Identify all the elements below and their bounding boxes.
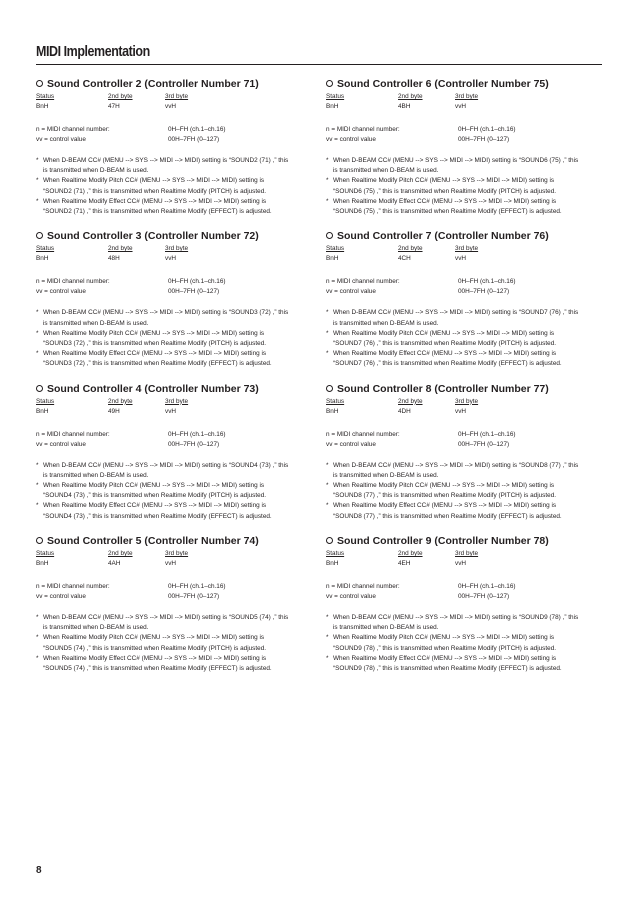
- circle-bullet-icon: [36, 385, 43, 392]
- n-value: 0H–FH (ch.1–ch.16): [458, 582, 516, 590]
- param-row-vv: [326, 592, 594, 602]
- note-line-1: When Realtime Modify Pitch CC# (MENU --> SYS --> MIDI --> MIDI) setting is: [333, 177, 555, 185]
- byte3-value: vvH: [455, 103, 467, 110]
- circle-bullet-icon: [326, 232, 333, 239]
- page-number: 8: [36, 865, 42, 876]
- param-row-n: [326, 430, 594, 440]
- note-item: [326, 633, 594, 653]
- header-status: Status: [36, 549, 55, 557]
- header-2nd-byte: 2nd byte: [398, 245, 423, 253]
- param-row-n: [36, 277, 304, 287]
- table-header-row: [36, 244, 304, 254]
- header-2nd-byte: 2nd byte: [398, 549, 423, 557]
- status-value: BnH: [326, 103, 339, 110]
- asterisk-icon: *: [326, 482, 329, 489]
- byte3-value: vvH: [165, 407, 177, 415]
- byte2-value: 4BH: [398, 103, 411, 110]
- vv-value: 00H–7FH (0–127): [168, 288, 220, 296]
- note-line-1: When Realtime Modify Pitch CC# (MENU --> SYS --> MIDI --> MIDI) setting is: [43, 329, 265, 337]
- table-row: [326, 102, 594, 112]
- header-2nd-byte: 2nd byte: [108, 549, 133, 557]
- section-heading: [326, 77, 594, 92]
- status-value: BnH: [36, 559, 49, 567]
- notes-list: [326, 156, 594, 217]
- table-header-row: [36, 92, 304, 102]
- section-heading: [326, 229, 594, 244]
- note-line-1: When Realtime Modify Effect CC# (MENU --> SYS --> MIDI --> MIDI) setting is: [43, 654, 267, 662]
- section-sound-controller-6: [326, 77, 594, 229]
- note-item: [36, 633, 304, 653]
- note-item: [36, 308, 304, 328]
- header-status: Status: [326, 245, 345, 253]
- header-status: Status: [36, 397, 55, 405]
- asterisk-icon: *: [326, 329, 329, 337]
- byte2-value: 48H: [108, 255, 120, 263]
- asterisk-icon: *: [36, 157, 39, 164]
- param-row-n: [36, 430, 304, 440]
- byte2-value: 4AH: [108, 559, 121, 567]
- param-row-n: [36, 582, 304, 592]
- note-line-2: “SOUND6 (75) ,” this is transmitted when Realtime Modify (EFFECT) is adjusted.: [333, 208, 562, 216]
- note-line-2: is transmitted when D-BEAM is used.: [333, 167, 439, 175]
- table-header-row: [326, 92, 594, 102]
- notes-list: [36, 461, 304, 522]
- note-line-2: “SOUND3 (72) ,” this is transmitted when Realtime Modify (PITCH) is adjusted.: [43, 339, 267, 347]
- header-status: Status: [326, 549, 345, 557]
- note-line-1: When D-BEAM CC# (MENU --> SYS --> MIDI --> MIDI) setting is “SOUND4 (73) ,” this: [43, 461, 289, 469]
- param-row-vv: [36, 592, 304, 602]
- note-item: [36, 461, 304, 481]
- header-3rd-byte: 3rd byte: [455, 549, 479, 557]
- table-header-row: [326, 244, 594, 254]
- byte3-value: vvH: [455, 407, 467, 415]
- title-rule: [36, 64, 602, 65]
- note-line-2: is transmitted when D-BEAM is used.: [43, 167, 149, 175]
- asterisk-icon: *: [36, 350, 39, 358]
- note-line-2: “SOUND4 (73) ,” this is transmitted when Realtime Modify (PITCH) is adjusted.: [43, 492, 267, 500]
- section-title: Sound Controller 5 (Controller Number 74): [47, 534, 259, 547]
- note-line-1: When D-BEAM CC# (MENU --> SYS --> MIDI --> MIDI) setting is “SOUND6 (75) ,” this: [333, 157, 579, 164]
- table-row: [36, 559, 304, 569]
- notes-list: [36, 156, 304, 217]
- circle-bullet-icon: [326, 385, 333, 392]
- asterisk-icon: *: [36, 461, 39, 469]
- note-line-1: When D-BEAM CC# (MENU --> SYS --> MIDI --> MIDI) setting is “SOUND3 (72) ,” this: [43, 309, 289, 317]
- n-value: 0H–FH (ch.1–ch.16): [168, 126, 226, 133]
- header-3rd-byte: 3rd byte: [165, 93, 189, 100]
- param-row-vv: [36, 135, 304, 145]
- note-line-1: When Realtime Modify Pitch CC# (MENU --> SYS --> MIDI --> MIDI) setting is: [333, 634, 555, 642]
- section-sound-controller-4: [36, 382, 304, 534]
- note-item: [326, 156, 594, 176]
- asterisk-icon: *: [36, 613, 39, 621]
- asterisk-icon: *: [326, 613, 329, 621]
- section-title: Sound Controller 6 (Controller Number 75): [337, 78, 549, 90]
- asterisk-icon: *: [326, 177, 329, 185]
- section-sound-controller-2: [36, 77, 304, 229]
- vv-value: 00H–7FH (0–127): [458, 440, 510, 448]
- note-line-2: is transmitted when D-BEAM is used.: [333, 471, 439, 479]
- note-line-2: “SOUND6 (75) ,” this is transmitted when Realtime Modify (PITCH) is adjusted.: [333, 187, 557, 195]
- table-row: [326, 254, 594, 264]
- note-line-1: When Realtime Modify Effect CC# (MENU --> SYS --> MIDI --> MIDI) setting is: [43, 197, 267, 205]
- status-value: BnH: [36, 103, 49, 110]
- note-item: [36, 156, 304, 176]
- table-row: [36, 254, 304, 264]
- header-3rd-byte: 3rd byte: [455, 245, 479, 253]
- n-value: 0H–FH (ch.1–ch.16): [458, 430, 516, 438]
- note-line-2: “SOUND7 (76) ,” this is transmitted when Realtime Modify (EFFECT) is adjusted.: [333, 360, 562, 368]
- note-line-1: When Realtime Modify Pitch CC# (MENU --> SYS --> MIDI --> MIDI) setting is: [43, 177, 265, 185]
- note-line-1: When Realtime Modify Pitch CC# (MENU --> SYS --> MIDI --> MIDI) setting is: [43, 482, 265, 489]
- note-line-1: When D-BEAM CC# (MENU --> SYS --> MIDI --> MIDI) setting is “SOUND8 (77) ,” this: [333, 461, 579, 469]
- table-header-row: [326, 549, 594, 559]
- asterisk-icon: *: [36, 197, 39, 205]
- section-sound-controller-3: [36, 229, 304, 381]
- header-3rd-byte: 3rd byte: [455, 397, 479, 405]
- byte2-value: 4CH: [398, 255, 411, 263]
- note-line-2: “SOUND8 (77) ,” this is transmitted when Realtime Modify (EFFECT) is adjusted.: [333, 512, 562, 520]
- n-label: n = MIDI channel number:: [326, 126, 400, 133]
- asterisk-icon: *: [36, 502, 39, 510]
- note-line-1: When D-BEAM CC# (MENU --> SYS --> MIDI --> MIDI) setting is “SOUND7 (76) ,” this: [333, 309, 579, 317]
- section-heading: [36, 382, 304, 397]
- vv-label: vv = control value: [36, 440, 86, 448]
- page-title: MIDI Implementation: [36, 44, 150, 60]
- n-value: 0H–FH (ch.1–ch.16): [168, 278, 226, 286]
- note-line-2: “SOUND7 (76) ,” this is transmitted when Realtime Modify (PITCH) is adjusted.: [333, 339, 557, 347]
- header-2nd-byte: 2nd byte: [108, 397, 133, 405]
- note-line-1: When Realtime Modify Pitch CC# (MENU --> SYS --> MIDI --> MIDI) setting is: [43, 634, 265, 642]
- param-row-vv: [326, 135, 594, 145]
- asterisk-icon: *: [326, 157, 329, 164]
- note-item: [36, 501, 304, 521]
- asterisk-icon: *: [326, 197, 329, 205]
- vv-label: vv = control value: [326, 440, 376, 448]
- vv-value: 00H–7FH (0–127): [168, 136, 220, 143]
- table-row: [36, 102, 304, 112]
- table-row: [326, 559, 594, 569]
- header-status: Status: [326, 397, 345, 405]
- vv-label: vv = control value: [36, 592, 86, 600]
- note-line-1: When D-BEAM CC# (MENU --> SYS --> MIDI --> MIDI) setting is “SOUND9 (78) ,” this: [333, 613, 579, 621]
- byte3-value: vvH: [165, 255, 177, 263]
- note-line-1: When Realtime Modify Effect CC# (MENU --> SYS --> MIDI --> MIDI) setting is: [333, 197, 557, 205]
- note-line-1: When Realtime Modify Effect CC# (MENU --> SYS --> MIDI --> MIDI) setting is: [43, 350, 267, 358]
- section-title: Sound Controller 4 (Controller Number 73): [47, 382, 259, 395]
- section-heading: [326, 382, 594, 397]
- byte3-value: vvH: [165, 559, 177, 567]
- note-line-1: When D-BEAM CC# (MENU --> SYS --> MIDI --> MIDI) setting is “SOUND2 (71) ,” this: [43, 157, 289, 164]
- n-value: 0H–FH (ch.1–ch.16): [458, 126, 516, 133]
- note-item: [326, 349, 594, 369]
- vv-label: vv = control value: [326, 592, 376, 600]
- header-status: Status: [36, 245, 55, 253]
- param-row-n: [36, 125, 304, 135]
- left-column: [36, 77, 304, 686]
- status-value: BnH: [326, 407, 339, 415]
- right-column: [326, 77, 594, 686]
- note-line-2: is transmitted when D-BEAM is used.: [333, 624, 439, 632]
- note-line-2: “SOUND5 (74) ,” this is transmitted when Realtime Modify (EFFECT) is adjusted.: [43, 664, 272, 672]
- header-2nd-byte: 2nd byte: [108, 93, 133, 100]
- table-row: [36, 407, 304, 417]
- section-sound-controller-7: [326, 229, 594, 381]
- note-line-1: When Realtime Modify Pitch CC# (MENU --> SYS --> MIDI --> MIDI) setting is: [333, 482, 555, 489]
- asterisk-icon: *: [36, 654, 39, 662]
- n-label: n = MIDI channel number:: [326, 278, 400, 286]
- vv-label: vv = control value: [326, 288, 376, 296]
- note-item: [36, 329, 304, 349]
- section-title: Sound Controller 3 (Controller Number 72): [47, 230, 259, 243]
- asterisk-icon: *: [326, 350, 329, 358]
- param-row-n: [326, 582, 594, 592]
- note-line-2: “SOUND9 (78) ,” this is transmitted when Realtime Modify (PITCH) is adjusted.: [333, 644, 557, 652]
- note-line-2: “SOUND8 (77) ,” this is transmitted when Realtime Modify (PITCH) is adjusted.: [333, 492, 557, 500]
- header-status: Status: [36, 93, 55, 100]
- byte3-value: vvH: [165, 103, 177, 110]
- n-value: 0H–FH (ch.1–ch.16): [458, 278, 516, 286]
- asterisk-icon: *: [36, 309, 39, 317]
- note-line-2: is transmitted when D-BEAM is used.: [43, 319, 149, 327]
- note-item: [326, 461, 594, 481]
- section-title: Sound Controller 7 (Controller Number 76): [337, 230, 549, 243]
- asterisk-icon: *: [326, 502, 329, 510]
- asterisk-icon: *: [36, 177, 39, 185]
- table-header-row: [36, 549, 304, 559]
- note-line-2: is transmitted when D-BEAM is used.: [333, 319, 439, 327]
- header-3rd-byte: 3rd byte: [165, 397, 189, 405]
- param-row-vv: [36, 440, 304, 450]
- param-row-vv: [326, 440, 594, 450]
- header-2nd-byte: 2nd byte: [398, 397, 423, 405]
- note-line-2: is transmitted when D-BEAM is used.: [43, 471, 149, 479]
- notes-list: [326, 308, 594, 369]
- circle-bullet-icon: [326, 537, 333, 544]
- byte2-value: 4EH: [398, 559, 411, 567]
- byte2-value: 47H: [108, 103, 120, 110]
- circle-bullet-icon: [326, 80, 333, 87]
- vv-value: 00H–7FH (0–127): [168, 592, 220, 600]
- section-heading: [36, 534, 304, 549]
- asterisk-icon: *: [326, 634, 329, 642]
- note-line-1: When Realtime Modify Effect CC# (MENU --> SYS --> MIDI --> MIDI) setting is: [43, 502, 267, 510]
- vv-label: vv = control value: [36, 136, 86, 143]
- note-line-2: is transmitted when D-BEAM is used.: [43, 624, 149, 632]
- note-item: [36, 176, 304, 196]
- vv-value: 00H–7FH (0–127): [458, 136, 510, 143]
- vv-value: 00H–7FH (0–127): [458, 592, 510, 600]
- status-value: BnH: [36, 255, 49, 263]
- n-value: 0H–FH (ch.1–ch.16): [168, 582, 226, 590]
- param-row-vv: [326, 287, 594, 297]
- vv-label: vv = control value: [326, 136, 376, 143]
- note-item: [36, 481, 304, 501]
- note-line-2: “SOUND5 (74) ,” this is transmitted when Realtime Modify (PITCH) is adjusted.: [43, 644, 267, 652]
- n-label: n = MIDI channel number:: [36, 430, 110, 438]
- note-item: [36, 349, 304, 369]
- asterisk-icon: *: [326, 461, 329, 469]
- section-heading: [36, 229, 304, 244]
- table-row: [326, 407, 594, 417]
- param-row-n: [326, 125, 594, 135]
- header-status: Status: [326, 93, 345, 100]
- n-label: n = MIDI channel number:: [326, 430, 400, 438]
- note-item: [326, 481, 594, 501]
- param-row-vv: [36, 287, 304, 297]
- circle-bullet-icon: [36, 80, 43, 87]
- byte3-value: vvH: [455, 559, 467, 567]
- note-item: [326, 613, 594, 633]
- n-label: n = MIDI channel number:: [36, 126, 110, 133]
- byte2-value: 49H: [108, 407, 120, 415]
- asterisk-icon: *: [36, 634, 39, 642]
- asterisk-icon: *: [36, 482, 39, 489]
- notes-list: [36, 308, 304, 369]
- note-item: [326, 197, 594, 217]
- note-item: [36, 197, 304, 217]
- note-item: [326, 176, 594, 196]
- note-item: [326, 501, 594, 521]
- circle-bullet-icon: [36, 537, 43, 544]
- n-label: n = MIDI channel number:: [36, 278, 110, 286]
- note-item: [326, 329, 594, 349]
- status-value: BnH: [36, 407, 49, 415]
- param-row-n: [326, 277, 594, 287]
- n-value: 0H–FH (ch.1–ch.16): [168, 430, 226, 438]
- section-sound-controller-9: [326, 534, 594, 686]
- asterisk-icon: *: [326, 309, 329, 317]
- byte2-value: 4DH: [398, 407, 411, 415]
- vv-label: vv = control value: [36, 288, 86, 296]
- header-3rd-byte: 3rd byte: [455, 93, 479, 100]
- note-line-2: “SOUND2 (71) ,” this is transmitted when Realtime Modify (EFFECT) is adjusted.: [43, 208, 272, 216]
- header-3rd-byte: 3rd byte: [165, 549, 189, 557]
- note-line-2: “SOUND4 (73) ,” this is transmitted when Realtime Modify (EFFECT) is adjusted.: [43, 512, 272, 520]
- status-value: BnH: [326, 255, 339, 263]
- status-value: BnH: [326, 559, 339, 567]
- table-header-row: [36, 397, 304, 407]
- note-item: [326, 654, 594, 674]
- section-heading: [36, 77, 304, 92]
- notes-list: [326, 461, 594, 522]
- header-2nd-byte: 2nd byte: [108, 245, 133, 253]
- asterisk-icon: *: [326, 654, 329, 662]
- note-line-1: When Realtime Modify Effect CC# (MENU --> SYS --> MIDI --> MIDI) setting is: [333, 350, 557, 358]
- note-line-2: “SOUND3 (72) ,” this is transmitted when Realtime Modify (EFFECT) is adjusted.: [43, 360, 272, 368]
- note-line-2: “SOUND2 (71) ,” this is transmitted when Realtime Modify (PITCH) is adjusted.: [43, 187, 267, 195]
- n-label: n = MIDI channel number:: [326, 582, 400, 590]
- note-item: [326, 308, 594, 328]
- asterisk-icon: *: [36, 329, 39, 337]
- note-item: [36, 654, 304, 674]
- note-item: [36, 613, 304, 633]
- n-label: n = MIDI channel number:: [36, 582, 110, 590]
- note-line-1: When Realtime Modify Effect CC# (MENU --> SYS --> MIDI --> MIDI) setting is: [333, 502, 557, 510]
- notes-list: [36, 613, 304, 674]
- section-title: Sound Controller 9 (Controller Number 78): [337, 534, 549, 547]
- vv-value: 00H–7FH (0–127): [458, 288, 510, 296]
- byte3-value: vvH: [455, 255, 467, 263]
- note-line-2: “SOUND9 (78) ,” this is transmitted when Realtime Modify (EFFECT) is adjusted.: [333, 664, 562, 672]
- header-3rd-byte: 3rd byte: [165, 245, 189, 253]
- section-title: Sound Controller 8 (Controller Number 77): [337, 382, 549, 395]
- notes-list: [326, 613, 594, 674]
- note-line-1: When Realtime Modify Pitch CC# (MENU --> SYS --> MIDI --> MIDI) setting is: [333, 329, 555, 337]
- section-sound-controller-8: [326, 382, 594, 534]
- section-title: Sound Controller 2 (Controller Number 71): [47, 78, 259, 90]
- note-line-1: When D-BEAM CC# (MENU --> SYS --> MIDI --> MIDI) setting is “SOUND5 (74) ,” this: [43, 613, 289, 621]
- section-sound-controller-5: [36, 534, 304, 686]
- section-heading: [326, 534, 594, 549]
- vv-value: 00H–7FH (0–127): [168, 440, 220, 448]
- circle-bullet-icon: [36, 232, 43, 239]
- table-header-row: [326, 397, 594, 407]
- header-2nd-byte: 2nd byte: [398, 93, 423, 100]
- note-line-1: When Realtime Modify Effect CC# (MENU --> SYS --> MIDI --> MIDI) setting is: [333, 654, 557, 662]
